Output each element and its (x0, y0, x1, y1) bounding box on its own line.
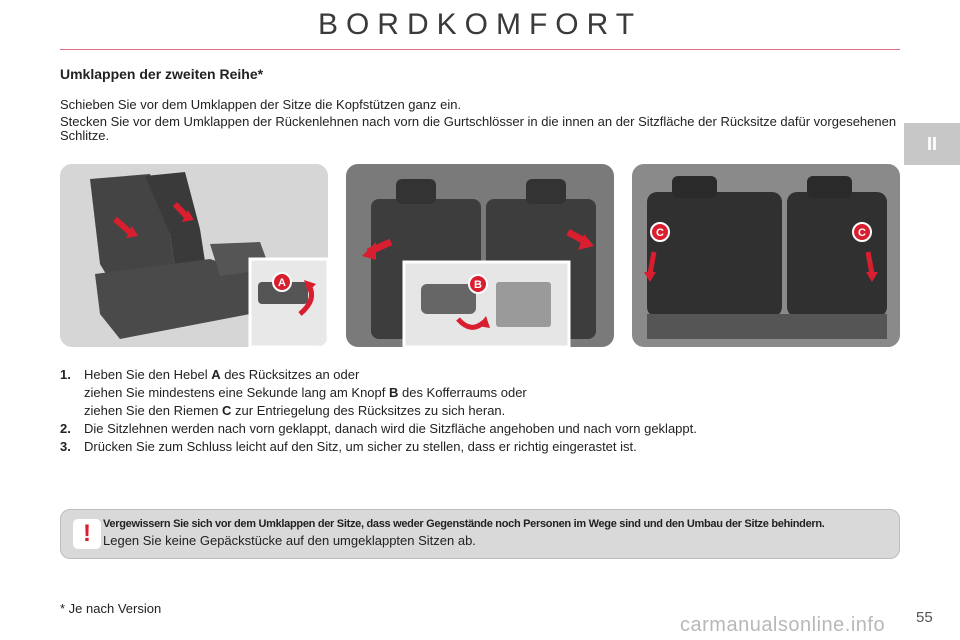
header-divider (60, 49, 900, 50)
step-text-part: Heben Sie den Hebel (84, 367, 212, 382)
seat-straps-illustration (632, 164, 900, 347)
step-text-part: ziehen Sie mindestens eine Sekunde lang am Knopf (84, 385, 389, 400)
trunk-button-illustration (346, 164, 614, 347)
step-text-part: ziehen Sie den Riemen (84, 403, 223, 418)
figure-seat-lever (60, 164, 328, 347)
intro-text (60, 98, 905, 146)
step-key-a: A (211, 367, 221, 382)
step-number: 1. (60, 367, 71, 382)
intro-paragraph: Stecken Sie vor dem Umklappen der Rückenlehnen nach vorn die Gurtschlösser in die innen an der Sitzfläche der Rücksitze dafür vorgesehenen Schlitze. (60, 114, 897, 143)
warning-text: Legen Sie keine Gepäckstücke auf den umgeklappten Sitzen ab. (103, 533, 476, 548)
step-text-part: des Rücksitzes an oder (220, 367, 360, 382)
step-key-b: B (388, 385, 399, 400)
section-title: Umklappen der zweiten Reihe* (60, 66, 264, 82)
step-text (84, 366, 359, 384)
figure-trunk-button (346, 164, 614, 347)
step-1-line-2 (60, 384, 910, 402)
label-b: B (474, 279, 482, 291)
warning-box (60, 509, 900, 559)
page-number: 55 (916, 609, 933, 626)
step-3 (60, 438, 910, 456)
label-a: A (278, 277, 286, 289)
intro-paragraph: Schieben Sie vor dem Umklappen der Sitze die Kopfstützen ganz ein. (60, 97, 462, 112)
seat-lever-illustration (60, 164, 328, 347)
page-title: BORDKOMFORT (317, 8, 643, 41)
step-text: Drücken Sie zum Schluss leicht auf den Sitz, um sicher zu stellen, dass er richtig eingerastet ist. (84, 439, 637, 454)
step-number: 2. (60, 421, 71, 436)
footnote: * Je nach Version (60, 601, 162, 616)
chapter-tab[interactable]: II (904, 123, 960, 165)
label-c-right: C (858, 227, 866, 239)
step-text-part: des Kofferraums oder (398, 385, 527, 400)
steps-list (60, 366, 910, 456)
step-1-line-3 (60, 402, 910, 420)
step-text: Die Sitzlehnen werden nach vorn geklappt, danach wird die Sitzfläche angehoben und nach vorn geklappt. (84, 421, 697, 436)
warning-icon: ! (73, 519, 101, 549)
step-text-part: zur Entriegelung des Rücksitzes zu sich heran. (231, 403, 506, 418)
step-key-c: C (222, 403, 232, 418)
label-c-left: C (656, 227, 664, 239)
step-2 (60, 420, 910, 438)
warning-bold-text: Vergewissern Sie sich vor dem Umklappen der Sitze, dass weder Gegenstände noch Personen im Wege sind und den Umbau der Sitze behindern. (103, 518, 825, 530)
step-1 (60, 366, 910, 384)
step-number: 3. (60, 439, 71, 454)
figure-seat-straps (632, 164, 900, 347)
watermark: carmanualsonline.info (680, 614, 886, 636)
